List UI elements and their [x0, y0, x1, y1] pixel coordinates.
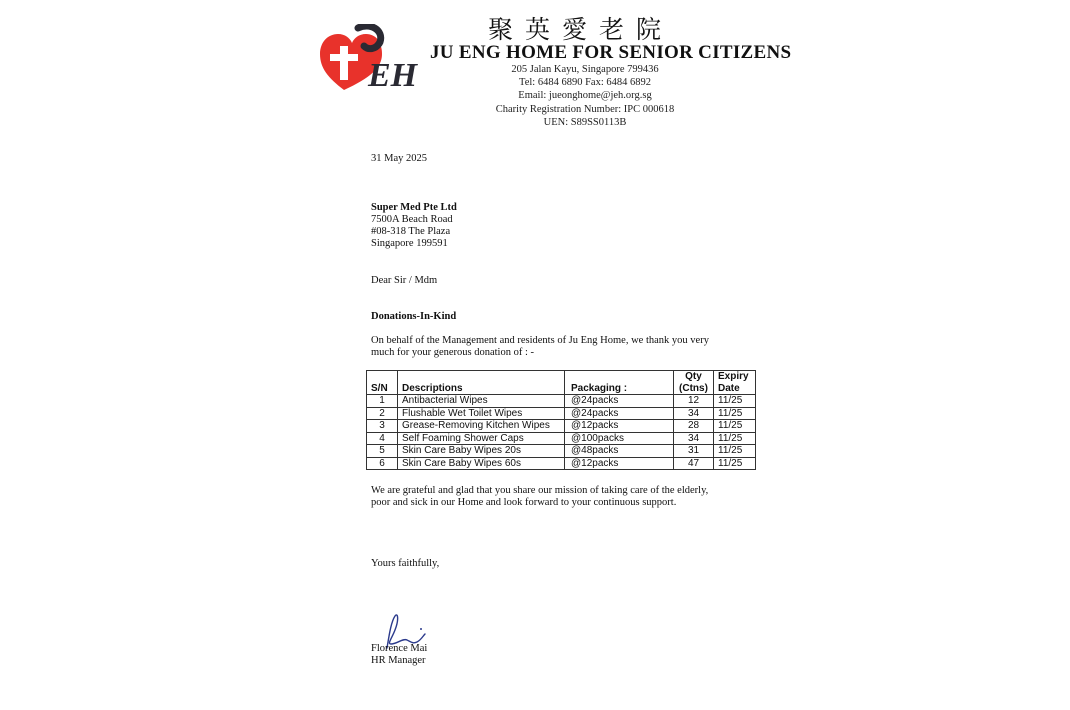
cell-qty: 31 — [674, 445, 714, 458]
cell-sn: 4 — [367, 432, 398, 445]
salutation: Dear Sir / Mdm — [371, 275, 438, 286]
cell-description: Grease-Removing Kitchen Wipes — [398, 420, 565, 433]
header-expiry-line1: Expiry — [718, 371, 749, 382]
phone-fax-line: Tel: 6484 6890 Fax: 6484 6892 — [519, 77, 651, 89]
signatory-title: HR Manager — [371, 655, 426, 666]
header-qty-line2: (Ctns) — [679, 382, 708, 394]
cell-description: Antibacterial Wipes — [398, 395, 565, 408]
recipient-address-line: Singapore 199591 — [371, 238, 448, 249]
table-row — [367, 432, 756, 445]
logo-lettering: EH — [368, 57, 418, 94]
header-descriptions: Descriptions — [398, 371, 565, 395]
table-row — [367, 407, 756, 420]
table-row — [367, 457, 756, 470]
header-packaging: Packaging : — [565, 371, 674, 395]
chinese-name: 聚英愛老院 — [488, 15, 674, 44]
table-row — [367, 420, 756, 433]
sign-off: Yours faithfully, — [371, 558, 440, 569]
address-line: 205 Jalan Kayu, Singapore 799436 — [511, 64, 659, 75]
intro-line: much for your generous donation of : - — [371, 347, 535, 358]
table-row — [367, 445, 756, 458]
cell-packaging: @24packs — [565, 407, 674, 420]
charity-number-line: Charity Registration Number: IPC 000618 — [495, 103, 675, 115]
signatory-name: Florence Mai — [371, 643, 428, 654]
cell-packaging: @48packs — [565, 445, 674, 458]
recipient-address-line: #08-318 The Plaza — [371, 226, 451, 237]
cell-sn: 3 — [367, 420, 398, 433]
cell-expiry: 11/25 — [714, 407, 756, 420]
header-expiry-line2: Date — [718, 382, 740, 394]
cell-qty: 34 — [674, 432, 714, 445]
cell-description: Self Foaming Shower Caps — [398, 432, 565, 445]
table-row — [367, 395, 756, 408]
cell-sn: 6 — [367, 457, 398, 470]
header-qty-line1: Qty — [685, 371, 702, 382]
cell-expiry: 11/25 — [714, 457, 756, 470]
table-header-row — [367, 371, 756, 395]
closing-line: poor and sick in our Home and look forward to your continuous support. — [371, 497, 677, 508]
header-qty — [674, 371, 714, 395]
header-expiry — [714, 371, 756, 395]
cell-sn: 5 — [367, 445, 398, 458]
cell-qty: 12 — [674, 395, 714, 408]
cell-description: Flushable Wet Toilet Wipes — [398, 407, 565, 420]
intro-line: On behalf of the Management and residents of Ju Eng Home, we thank you very — [371, 335, 709, 346]
donation-table — [366, 370, 756, 470]
cell-expiry: 11/25 — [714, 432, 756, 445]
cell-expiry: 11/25 — [714, 395, 756, 408]
closing-line: We are grateful and glad that you share our mission of taking care of the elderly, — [371, 485, 709, 496]
subject-heading: Donations-In-Kind — [371, 311, 457, 322]
cell-packaging: @100packs — [565, 432, 674, 445]
email-line: Email: jueonghome@jeh.org.sg — [518, 90, 652, 102]
cell-sn: 2 — [367, 407, 398, 420]
cell-description: Skin Care Baby Wipes 60s — [398, 457, 565, 470]
recipient-name: Super Med Pte Ltd — [371, 202, 457, 213]
cell-packaging: @12packs — [565, 420, 674, 433]
header-sn: S/N — [367, 371, 398, 395]
cell-expiry: 11/25 — [714, 445, 756, 458]
organisation-name: JU ENG HOME FOR SENIOR CITIZENS — [430, 42, 792, 63]
recipient-address-line: 7500A Beach Road — [371, 214, 453, 225]
letterhead-address-block — [470, 63, 700, 129]
ju-eng-home-logo — [318, 24, 422, 94]
letter-date: 31 May 2025 — [371, 153, 427, 164]
uen-line: UEN: S89SS0113B — [543, 116, 627, 128]
cell-qty: 47 — [674, 457, 714, 470]
cell-qty: 34 — [674, 407, 714, 420]
cell-packaging: @12packs — [565, 457, 674, 470]
cell-description: Skin Care Baby Wipes 20s — [398, 445, 565, 458]
cell-qty: 28 — [674, 420, 714, 433]
cell-expiry: 11/25 — [714, 420, 756, 433]
cell-packaging: @24packs — [565, 395, 674, 408]
cell-sn: 1 — [367, 395, 398, 408]
